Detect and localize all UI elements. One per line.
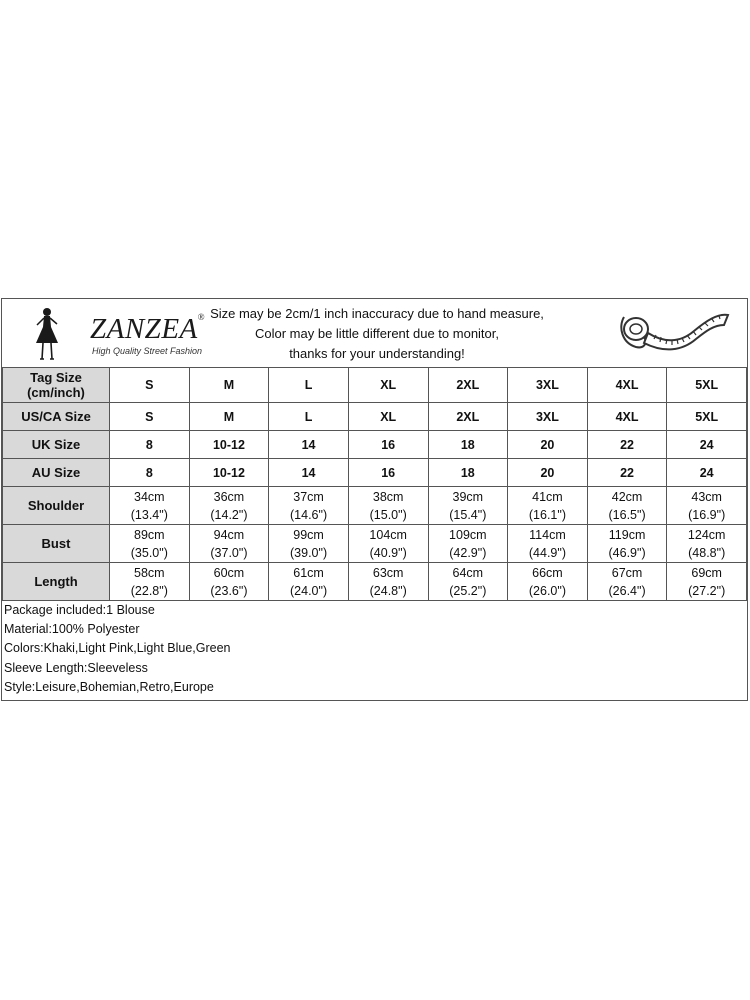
cell-au: 22 [587, 459, 667, 487]
cell-size: 2XL [428, 368, 508, 403]
cell-bust: 119cm (46.9") [587, 525, 667, 563]
cell-shoulder: 36cm (14.2") [189, 487, 269, 525]
detail-sleeve: Sleeve Length:Sleeveless [4, 660, 148, 675]
cell-shoulder: 42cm (16.5") [587, 487, 667, 525]
row-label-length: Length [3, 563, 110, 601]
table-row-us-ca [3, 403, 747, 431]
size-chart [1, 298, 748, 701]
notice-line-3: thanks for your understanding! [289, 346, 465, 361]
measuring-tape-icon [614, 303, 732, 363]
table-row-uk [3, 431, 747, 459]
chart-header [2, 299, 747, 368]
table-row-tag-size [3, 368, 747, 403]
table-row-au [3, 459, 747, 487]
cell-au: 14 [269, 459, 349, 487]
cell-us-ca: XL [348, 403, 428, 431]
cell-length: 64cm (25.2") [428, 563, 508, 601]
cell-length: 67cm (26.4") [587, 563, 667, 601]
woman-figure-icon [32, 305, 62, 363]
detail-material: Material:100% Polyester [4, 622, 140, 637]
row-label-shoulder: Shoulder [3, 487, 110, 525]
cell-shoulder: 34cm (13.4") [110, 487, 190, 525]
cell-bust: 109cm (42.9") [428, 525, 508, 563]
cell-size: M [189, 368, 269, 403]
cell-au: 24 [667, 459, 747, 487]
cell-size: XL [348, 368, 428, 403]
cell-uk: 8 [110, 431, 190, 459]
cell-uk: 14 [269, 431, 349, 459]
cell-au: 10-12 [189, 459, 269, 487]
size-table [2, 367, 747, 601]
row-label-us-ca: US/CA Size [3, 403, 110, 431]
cell-bust: 94cm (37.0") [189, 525, 269, 563]
cell-size: S [110, 368, 190, 403]
cell-us-ca: L [269, 403, 349, 431]
table-row-bust [3, 525, 747, 563]
cell-us-ca: M [189, 403, 269, 431]
table-row-shoulder [3, 487, 747, 525]
detail-colors: Colors:Khaki,Light Pink,Light Blue,Green [4, 641, 231, 656]
cell-uk: 10-12 [189, 431, 269, 459]
row-label-au: AU Size [3, 459, 110, 487]
cell-length: 63cm (24.8") [348, 563, 428, 601]
cell-uk: 20 [508, 431, 588, 459]
row-label-bust: Bust [3, 525, 110, 563]
cell-shoulder: 43cm (16.9") [667, 487, 747, 525]
cell-us-ca: 5XL [667, 403, 747, 431]
cell-size: 4XL [587, 368, 667, 403]
cell-bust: 114cm (44.9") [508, 525, 588, 563]
cell-length: 58cm (22.8") [110, 563, 190, 601]
brand-logo [32, 305, 206, 363]
cell-au: 18 [428, 459, 508, 487]
cell-us-ca: 3XL [508, 403, 588, 431]
cell-uk: 24 [667, 431, 747, 459]
cell-uk: 18 [428, 431, 508, 459]
cell-us-ca: 4XL [587, 403, 667, 431]
notice-line-1: Size may be 2cm/1 inch inaccuracy due to hand measure, [210, 306, 544, 321]
cell-size: L [269, 368, 349, 403]
cell-au: 16 [348, 459, 428, 487]
cell-shoulder: 38cm (15.0") [348, 487, 428, 525]
cell-bust: 104cm (40.9") [348, 525, 428, 563]
cell-size: 3XL [508, 368, 588, 403]
cell-bust: 89cm (35.0") [110, 525, 190, 563]
cell-bust: 124cm (48.8") [667, 525, 747, 563]
detail-package: Package included:1 Blouse [4, 603, 155, 617]
table-row-length [3, 563, 747, 601]
cell-au: 20 [508, 459, 588, 487]
cell-uk: 22 [587, 431, 667, 459]
cell-us-ca: 2XL [428, 403, 508, 431]
cell-au: 8 [110, 459, 190, 487]
cell-shoulder: 41cm (16.1") [508, 487, 588, 525]
cell-uk: 16 [348, 431, 428, 459]
row-label-tag-size: Tag Size (cm/inch) [3, 368, 110, 403]
cell-shoulder: 37cm (14.6") [269, 487, 349, 525]
detail-style: Style:Leisure,Bohemian,Retro,Europe [4, 679, 214, 694]
row-label-uk: UK Size [3, 431, 110, 459]
brand-tagline: High Quality Street Fashion [92, 346, 203, 356]
cell-length: 69cm (27.2") [667, 563, 747, 601]
cell-size: 5XL [667, 368, 747, 403]
cell-length: 61cm (24.0") [269, 563, 349, 601]
cell-shoulder: 39cm (15.4") [428, 487, 508, 525]
size-notice [192, 304, 562, 364]
cell-bust: 99cm (39.0") [269, 525, 349, 563]
notice-line-2: Color may be little different due to monitor, [255, 326, 499, 341]
product-details [4, 601, 231, 697]
cell-length: 66cm (26.0") [508, 563, 588, 601]
cell-length: 60cm (23.6") [189, 563, 269, 601]
cell-us-ca: S [110, 403, 190, 431]
brand-name: ZANZEA® [90, 312, 206, 345]
